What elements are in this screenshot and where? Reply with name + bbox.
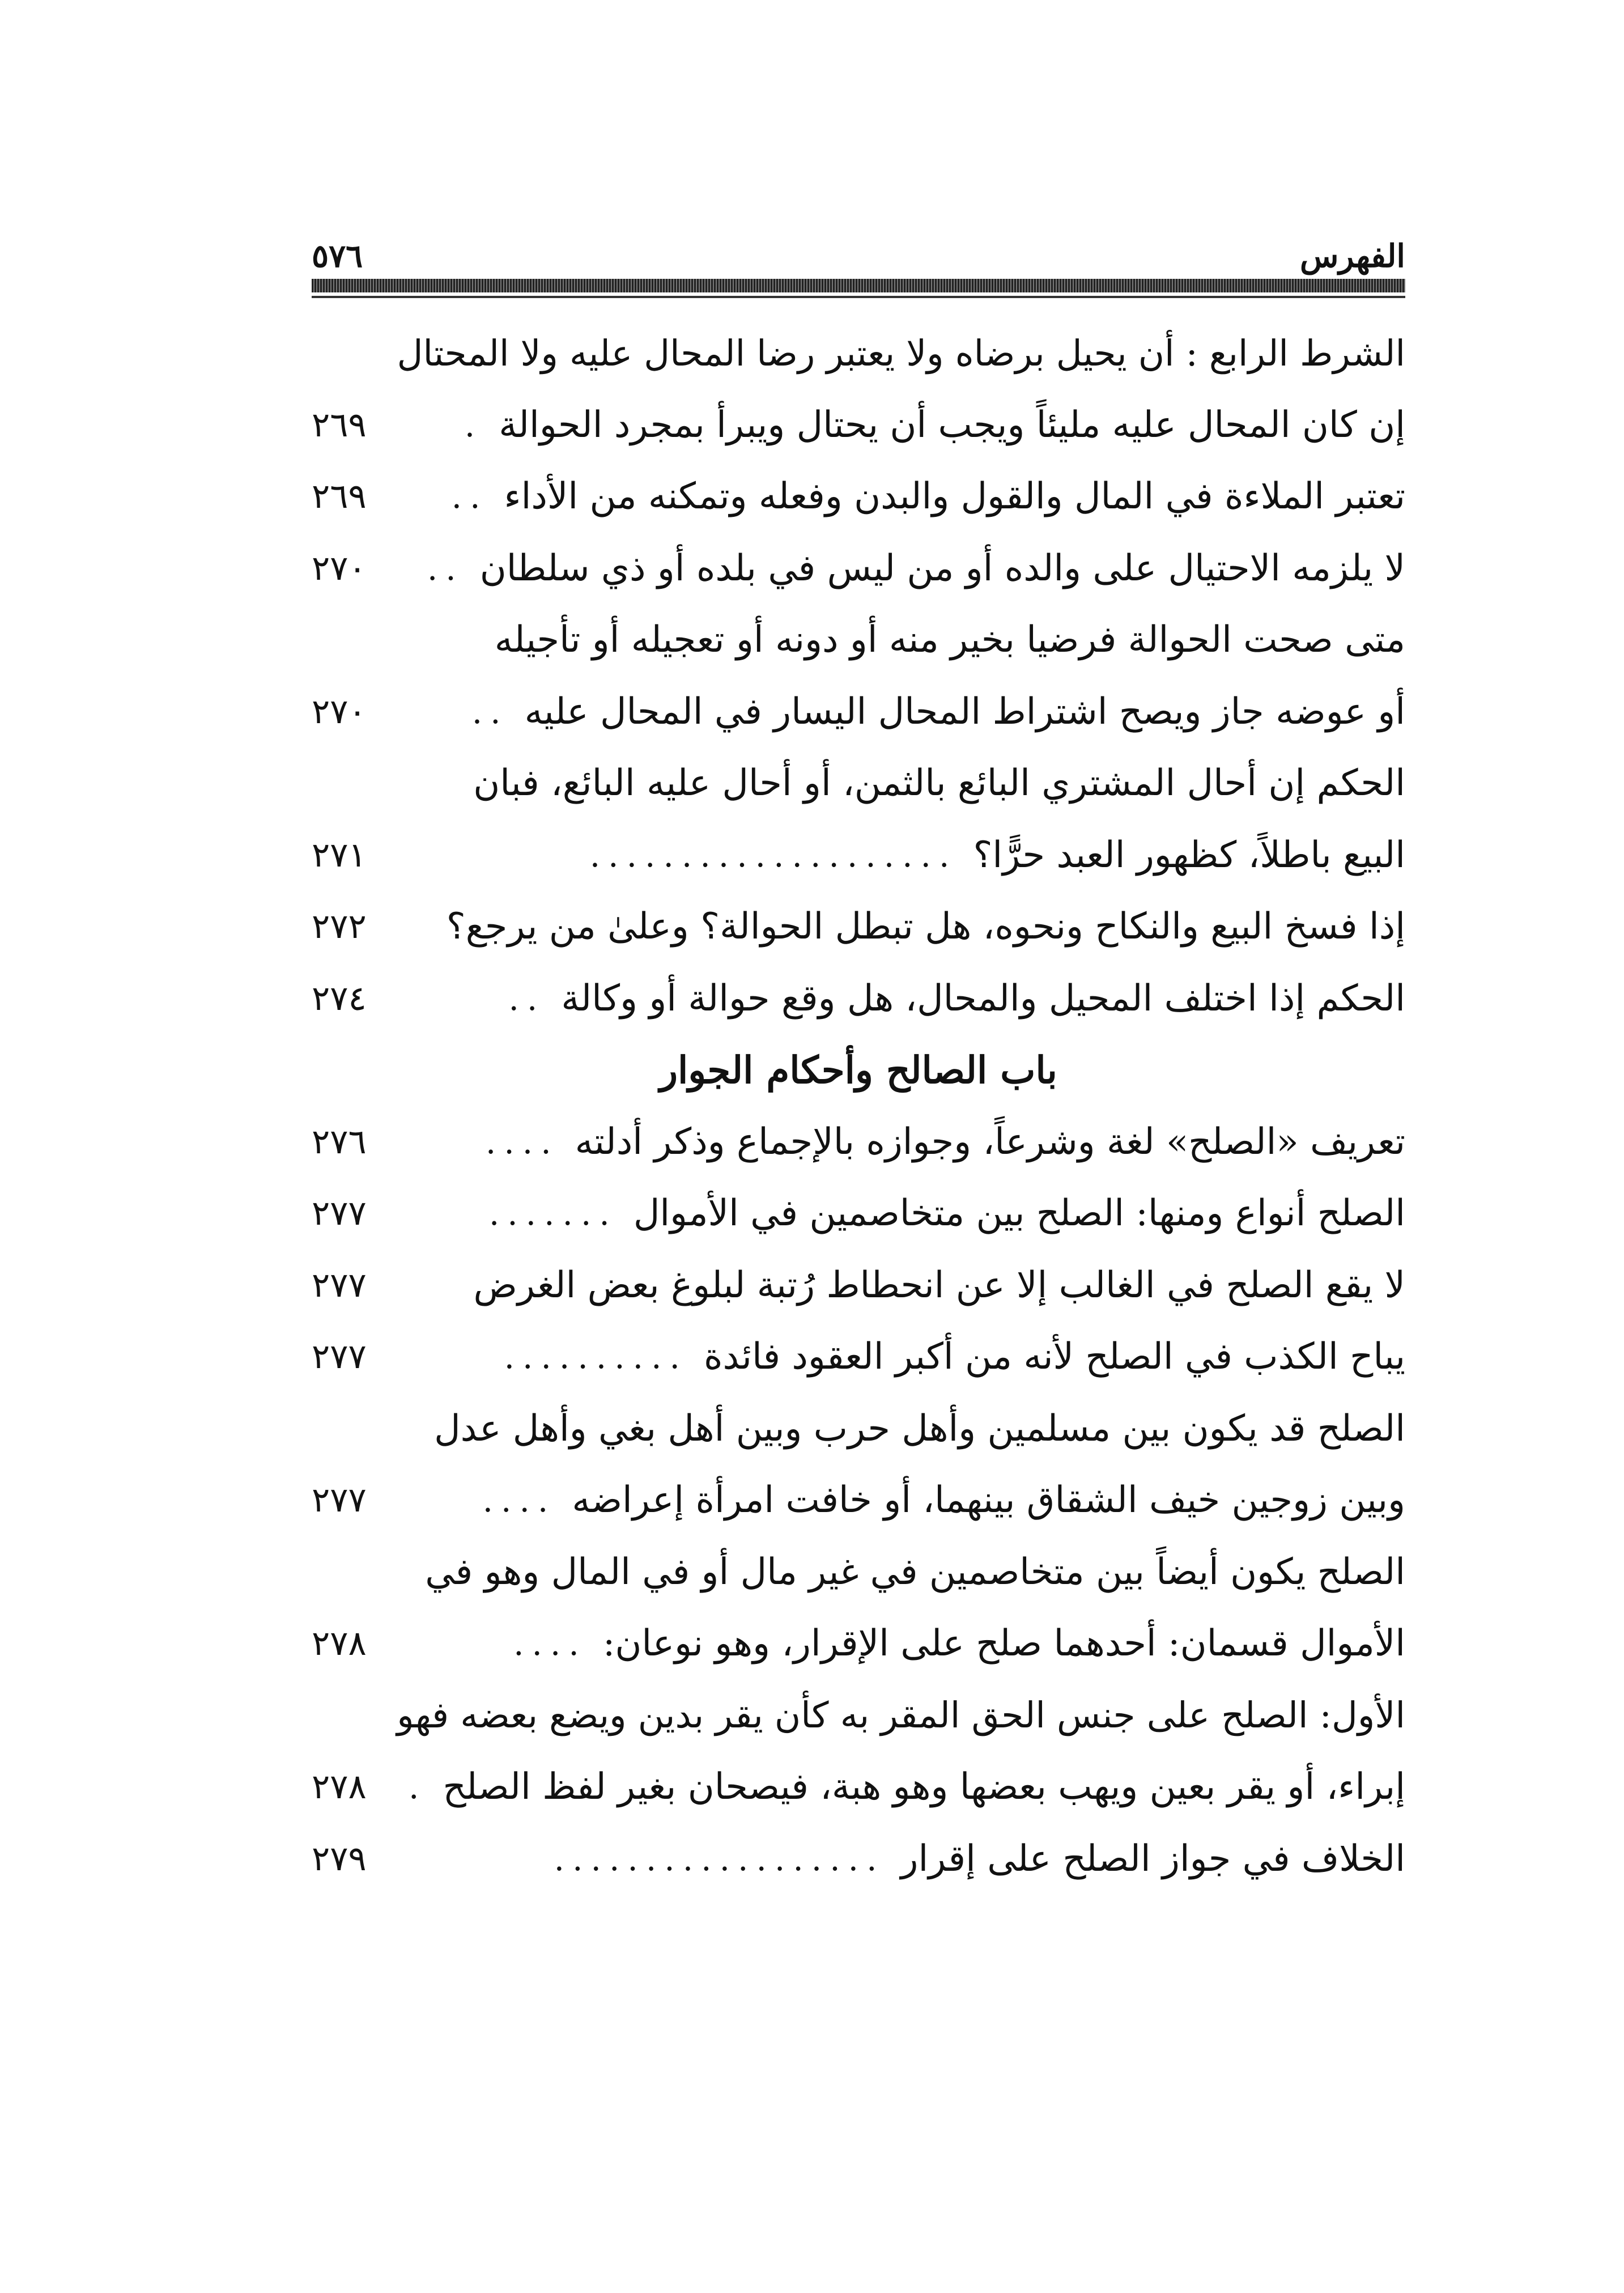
entry-leader-dots: .... xyxy=(482,1481,556,1520)
entry-leader-dots: .. xyxy=(508,979,546,1018)
entry-text: وبين زوجين خيف الشقاق بينهما، أو خافت امرأة إعراضه xyxy=(572,1479,1405,1522)
index-entry xyxy=(312,819,1405,891)
entry-page-number: ٢٧٠ xyxy=(312,548,367,588)
entry-leader-dots: .... xyxy=(513,1624,587,1663)
index-entry xyxy=(312,1536,1405,1608)
entry-page-number: ٢٧٠ xyxy=(312,691,367,732)
entry-text: الأول: الصلح على جنس الحق المقر به كأن يقر بدين ويضع بعضه فهو xyxy=(397,1694,1405,1736)
entry-leader-dots: .. xyxy=(451,477,488,516)
index-entry xyxy=(312,963,1405,1035)
entry-leader-dots: . xyxy=(409,1768,427,1807)
entry-leader-dots: .. xyxy=(471,692,509,731)
index-entry xyxy=(312,317,1405,389)
entry-page-number: ٢٧٧ xyxy=(312,1194,367,1234)
entry-text: الصلح أنواع ومنها: الصلح بين متخاصمين في الأموال xyxy=(633,1192,1405,1235)
entry-leader-dots: .. xyxy=(427,549,464,588)
entry-text: لا يقع الصلح في الغالب إلا عن انحطاط رُتبة لبلوغ بعض الغرض xyxy=(473,1264,1405,1306)
index-entry xyxy=(312,1464,1405,1536)
entry-page-number: ٢٦٩ xyxy=(312,405,367,445)
entry-text: يباح الكذب في الصلح لأنه من أكبر العقود فائدة xyxy=(704,1336,1405,1378)
entry-leader-dots: .................. xyxy=(554,1839,885,1878)
entry-text: أو عوضه جاز ويصح اشتراط المحال اليسار في المحال عليه xyxy=(524,690,1405,733)
running-title: الفهرس xyxy=(1299,237,1405,275)
header-rule xyxy=(312,279,1405,292)
index-entry xyxy=(312,676,1405,748)
entry-leader-dots: .... xyxy=(485,1122,559,1161)
page-number: ٥٧٦ xyxy=(312,237,363,275)
index-entry xyxy=(312,1751,1405,1823)
index-entry xyxy=(312,604,1405,676)
entry-page-number: ٢٧٧ xyxy=(312,1265,367,1305)
entry-text: البيع باطلاً، كظهور العبد حرًّا؟ xyxy=(973,834,1405,876)
entry-page-number: ٢٧٩ xyxy=(312,1838,367,1879)
index-entry xyxy=(312,1250,1405,1322)
index-entry xyxy=(312,1178,1405,1250)
entry-page-number: ٢٧٢ xyxy=(312,907,367,947)
entry-text: لا يلزمه الاحتيال على والده أو من ليس في بلده أو ذي سلطان xyxy=(479,547,1405,589)
entry-page-number: ٢٧٧ xyxy=(312,1337,367,1377)
entry-text: الأموال قسمان: أحدهما صلح على الإقرار، وهو نوعان: xyxy=(602,1623,1405,1665)
page-header xyxy=(312,227,1405,275)
section-heading xyxy=(312,1034,1405,1106)
index-entry xyxy=(312,533,1405,605)
entry-text: متى صحت الحوالة فرضيا بخير منه أو دونه أو تعجيله أو تأجيله xyxy=(494,619,1405,661)
entry-page-number: ٢٦٩ xyxy=(312,477,367,517)
index-entry xyxy=(312,1680,1405,1752)
entry-text: تعريف «الصلح» لغة وشرعاً، وجوازه بالإجماع وذكر أدلته xyxy=(575,1120,1405,1163)
entry-text: الصلح قد يكون بين مسلمين وأهل حرب وبين أهل بغي وأهل عدل xyxy=(434,1407,1405,1450)
index-entry xyxy=(312,1106,1405,1178)
index-entry xyxy=(312,748,1405,819)
entry-page-number: ٢٧٤ xyxy=(312,978,367,1018)
entry-text: الشرط الرابع : أن يحيل برضاه ولا يعتبر رضا المحال عليه ولا المحتال xyxy=(397,332,1405,374)
index-entry xyxy=(312,1393,1405,1465)
entry-page-number: ٢٧٨ xyxy=(312,1624,367,1664)
section-heading-text: باب الصالح وأحكام الجوار xyxy=(660,1048,1057,1093)
index-entry xyxy=(312,389,1405,461)
index-entry xyxy=(312,1321,1405,1393)
entry-page-number: ٢٧٧ xyxy=(312,1480,367,1521)
entry-leader-dots: .................... xyxy=(589,835,958,874)
entry-text: الحكم إن أحال المشتري البائع بالثمن، أو أحال عليه البائع، فبان xyxy=(473,762,1405,805)
entry-text: الصلح يكون أيضاً بين متخاصمين في غير مال أو في المال وهو في xyxy=(425,1551,1405,1593)
entry-text: إن كان المحال عليه مليئاً ويجب أن يحتال ويبرأ بمجرد الحوالة xyxy=(499,404,1405,446)
entry-page-number: ٢٧٦ xyxy=(312,1122,367,1162)
index-entry xyxy=(312,1608,1405,1680)
index-entry xyxy=(312,1823,1405,1895)
entry-page-number: ٢٧١ xyxy=(312,835,367,875)
entry-text: الحكم إذا اختلف المحيل والمحال، هل وقع حوالة أو وكالة xyxy=(561,977,1405,1020)
entry-page-number: ٢٧٨ xyxy=(312,1767,367,1807)
entry-text: الخلاف في جواز الصلح على إقرار xyxy=(900,1837,1405,1880)
index-entries xyxy=(312,317,1405,1895)
entry-leader-dots: . xyxy=(464,405,483,444)
index-entry xyxy=(312,461,1405,533)
index-entry xyxy=(312,891,1405,963)
entry-leader-dots: .......... xyxy=(504,1337,688,1377)
entry-text: تعتبر الملاءة في المال والقول والبدن وفعله وتمكنه من الأداء xyxy=(504,475,1405,518)
entry-text: إبراء، أو يقر بعين ويهب بعضها وهو هبة، فيصحان بغير لفظ الصلح xyxy=(443,1766,1405,1808)
entry-text: إذا فسخ البيع والنكاح ونحوه، هل تبطل الحوالة؟ وعلىٰ من يرجع؟ xyxy=(446,906,1405,948)
entry-leader-dots: ....... xyxy=(488,1194,618,1233)
header-rule-thin xyxy=(312,296,1405,298)
